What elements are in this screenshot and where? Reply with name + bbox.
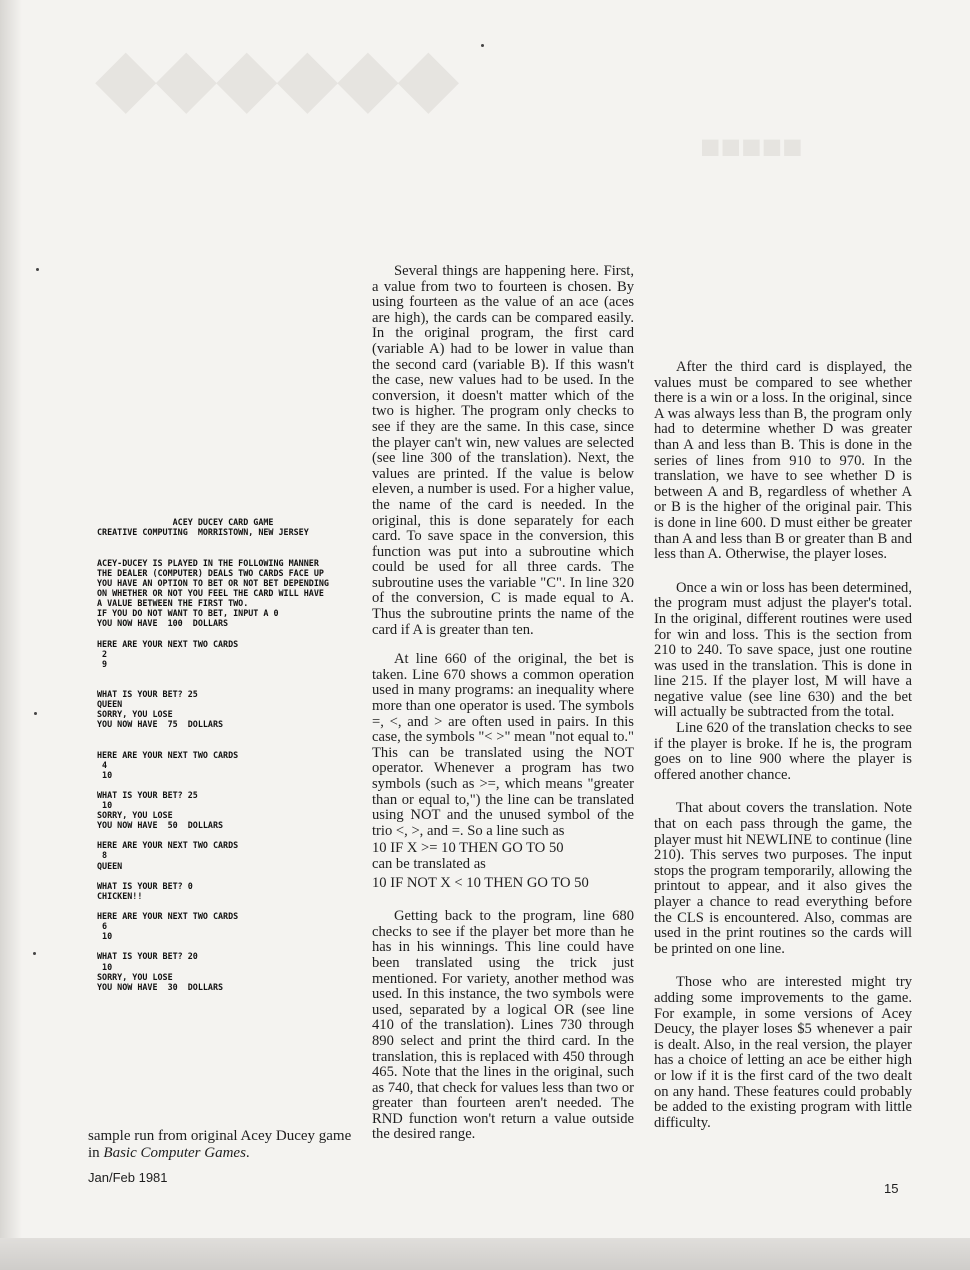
scan-speck [34, 712, 37, 715]
listing-line: WHAT IS YOUR BET? 25 [97, 789, 198, 800]
listing-line [97, 830, 357, 840]
listing-line [97, 739, 357, 749]
listing-line: YOU NOW HAVE 75 DOLLARS [97, 719, 224, 730]
listing-line: YOU NOW HAVE 30 DOLLARS [97, 981, 224, 992]
listing-line: 10 [97, 769, 113, 780]
listing-line: HERE ARE YOUR NEXT TWO CARDS [97, 840, 239, 851]
paragraph: Line 620 of the translation checks to see if the player is broke. If he is, the program goes on to line 900 where the player is offered another chance. [654, 720, 912, 783]
listing-line [97, 729, 357, 739]
listing-line: ACEY-DUCEY IS PLAYED IN THE FOLLOWING MANNER [97, 557, 319, 568]
paragraph: Once a win or loss has been determined, the program must adjust the player's total. In the original, different routines were used for win and loss. This is the section from 210 to 240. To save space, just one routine was used in the translation. This is done in line 215. If the player lost, M will have a negative value (see line 630) and the bet will actually be subtracted from the total. [654, 579, 912, 721]
listing-line: QUEEN [97, 699, 123, 710]
listing-line: HERE ARE YOUR NEXT TWO CARDS [97, 749, 239, 760]
listing-line: WHAT IS YOUR BET? 20 [97, 951, 198, 962]
listing-line: CHICKEN!! [97, 890, 143, 901]
listing-line: YOU NOW HAVE 50 DOLLARS [97, 820, 224, 831]
listing-line [97, 780, 357, 790]
listing-line [97, 871, 357, 881]
listing-line: YOU NOW HAVE 100 DOLLARS [97, 618, 229, 629]
listing-line: 10 [97, 931, 113, 942]
listing-line: 6 [97, 921, 108, 932]
bleed-through-text: ◆◆◆◆◆◆ [95, 34, 459, 122]
scan-speck [481, 44, 484, 47]
listing-line: IF YOU DO NOT WANT TO BET, INPUT A 0 [97, 608, 279, 619]
scan-bottom-edge [0, 1238, 970, 1270]
listing-line: ACEY DUCEY CARD GAME [97, 517, 274, 528]
paragraph: can be translated as [372, 855, 486, 872]
page-binding-shadow [0, 0, 22, 1270]
sample-run-listing [97, 517, 357, 991]
listing-line: HERE ARE YOUR NEXT TWO CARDS [97, 638, 239, 649]
listing-line [97, 548, 357, 558]
listing-line: SORRY, YOU LOSE [97, 810, 173, 821]
listing-caption [88, 1128, 358, 1162]
listing-line: ON WHETHER OR NOT YOU FEEL THE CARD WILL HAVE [97, 588, 324, 599]
scan-speck [36, 268, 39, 271]
article-right-column [654, 360, 912, 1131]
listing-line: THE DEALER (COMPUTER) DEALS TWO CARDS FACE UP [97, 567, 324, 578]
bleed-through-heading: ■■■■■ [700, 128, 803, 166]
paragraph: After the third card is displayed, the values must be compared to see whether there is a win or a loss. In the original, since A was always less than B, the program only had to determine whether D was greater than A and less than B. This is done in the series of lines from 910 to 970. In the translation, we have to see whether D is between A and B, regardless of whether A or B is the higher of the original pair. This is done in line 600. D must either be greater than A and less than B or greater than B and less than A. Otherwise, the player loses. [654, 359, 912, 563]
listing-line [97, 941, 357, 951]
paragraph: That about covers the translation. Note that on each pass through the game, the player must hit NEWLINE to continue (line 210). This serves two purposes. The input stops the program temporarily, allowing the printout to appear, and it also gives the player a chance to read everything before the CLS is encountered. Also, commas are used in the print routines so the cards will be printed on one line. [654, 800, 912, 957]
listing-line: 4 [97, 759, 108, 770]
listing-line: 2 [97, 648, 108, 659]
article-middle-column [372, 264, 634, 1143]
paragraph: At line 660 of the original, the bet is taken. Line 670 shows a common operation used in many programs: an inequality where more than one operator is used. The symbols =, <, and > are often used in pairs. In this case, the symbols "< >" mean "not equal to." This can be translated using the NOT operator. Whenever a program has two symbols (such as >=, which means "greater than or equal to,") the line can be translated using NOT and the unused symbol of the trio <, >, and =. So a line such as [372, 651, 634, 839]
listing-line: WHAT IS YOUR BET? 0 [97, 880, 193, 891]
listing-line: YOU HAVE AN OPTION TO BET OR NOT BET DEPENDING [97, 577, 329, 588]
listing-line [97, 669, 357, 679]
listing-line [97, 628, 357, 638]
listing-line: 10 [97, 961, 113, 972]
listing-line: SORRY, YOU LOSE [97, 971, 173, 982]
listing-line: 8 [97, 850, 108, 861]
listing-line [97, 679, 357, 689]
listing-line: WHAT IS YOUR BET? 25 [97, 688, 198, 699]
code-example: 10 IF NOT X < 10 THEN GO TO 50 [372, 874, 589, 891]
caption-book-title: Basic Computer Games [103, 1145, 246, 1161]
listing-line [97, 901, 357, 911]
caption-text: sample run from original Acey Ducey game in [88, 1128, 352, 1161]
paragraph: Several things are happening here. First, a value from two to fourteen is chosen. By using fourteen as the value of an ace (aces are high), the cards can be compared easily. In the original program, the first card (variable A) had to be lower in value than the second card (variable B). If this wasn't the case, new values had to be used. In the conversion, it doesn't matter which of the two is higher. The program only checks to see if they are the same. In this case, since the player can't win, new values are selected (see line 300 of the translation). Next, the values are printed. If the value is below eleven, a number is used. For a higher value, the name of the card is needed. In the original, this is done separately for each card. To save space in the conversion, this function was put into a subroutine which could be used for all three cards. The subroutine uses the variable "C". In line 320 of the conversion, C is made equal to A. Thus the subroutine prints the name of the card if A is greater than ten. [372, 263, 634, 638]
paragraph: Those who are interested might try adding some improvements to the game. For example, in some versions of Acey Deucy, the player loses $5 whenever a pair is dealt. Also, in the real version, the player has a choice of letting an ace be either high or low if it is the first card of the two dealt on any hand. These features could probably be added to the existing program with little difficulty. [654, 974, 912, 1131]
paragraph: Getting back to the program, line 680 checks to see if the player bet more than he has in his winnings. This line could have been translated using the trick just mentioned. For variety, another method was used. In this instance, the two symbols were used, separated by a logical OR (see line 410 of the translation). Lines 730 through 890 select and print the third card. In the translation, this is replaced with 450 through 465. Note that the lines in the original, such as 740, that check for values less than two or greater than fourteen aren't needed. The RND function won't return a value outside the desired range. [372, 908, 634, 1143]
caption-end: . [245, 1145, 250, 1161]
listing-line: 9 [97, 658, 108, 669]
issue-date: Jan/Feb 1981 [88, 1170, 168, 1185]
listing-line [97, 538, 357, 548]
listing-line: HERE ARE YOUR NEXT TWO CARDS [97, 911, 239, 922]
page-number: 15 [884, 1181, 899, 1196]
scan-speck [33, 952, 36, 955]
listing-line: A VALUE BETWEEN THE FIRST TWO. [97, 598, 249, 609]
listing-line: CREATIVE COMPUTING MORRISTOWN, NEW JERSEY [97, 527, 309, 538]
listing-line: 10 [97, 800, 113, 811]
listing-line: QUEEN [97, 860, 123, 871]
listing-line: SORRY, YOU LOSE [97, 709, 173, 720]
code-example: 10 IF X >= 10 THEN GO TO 50 [372, 840, 564, 857]
